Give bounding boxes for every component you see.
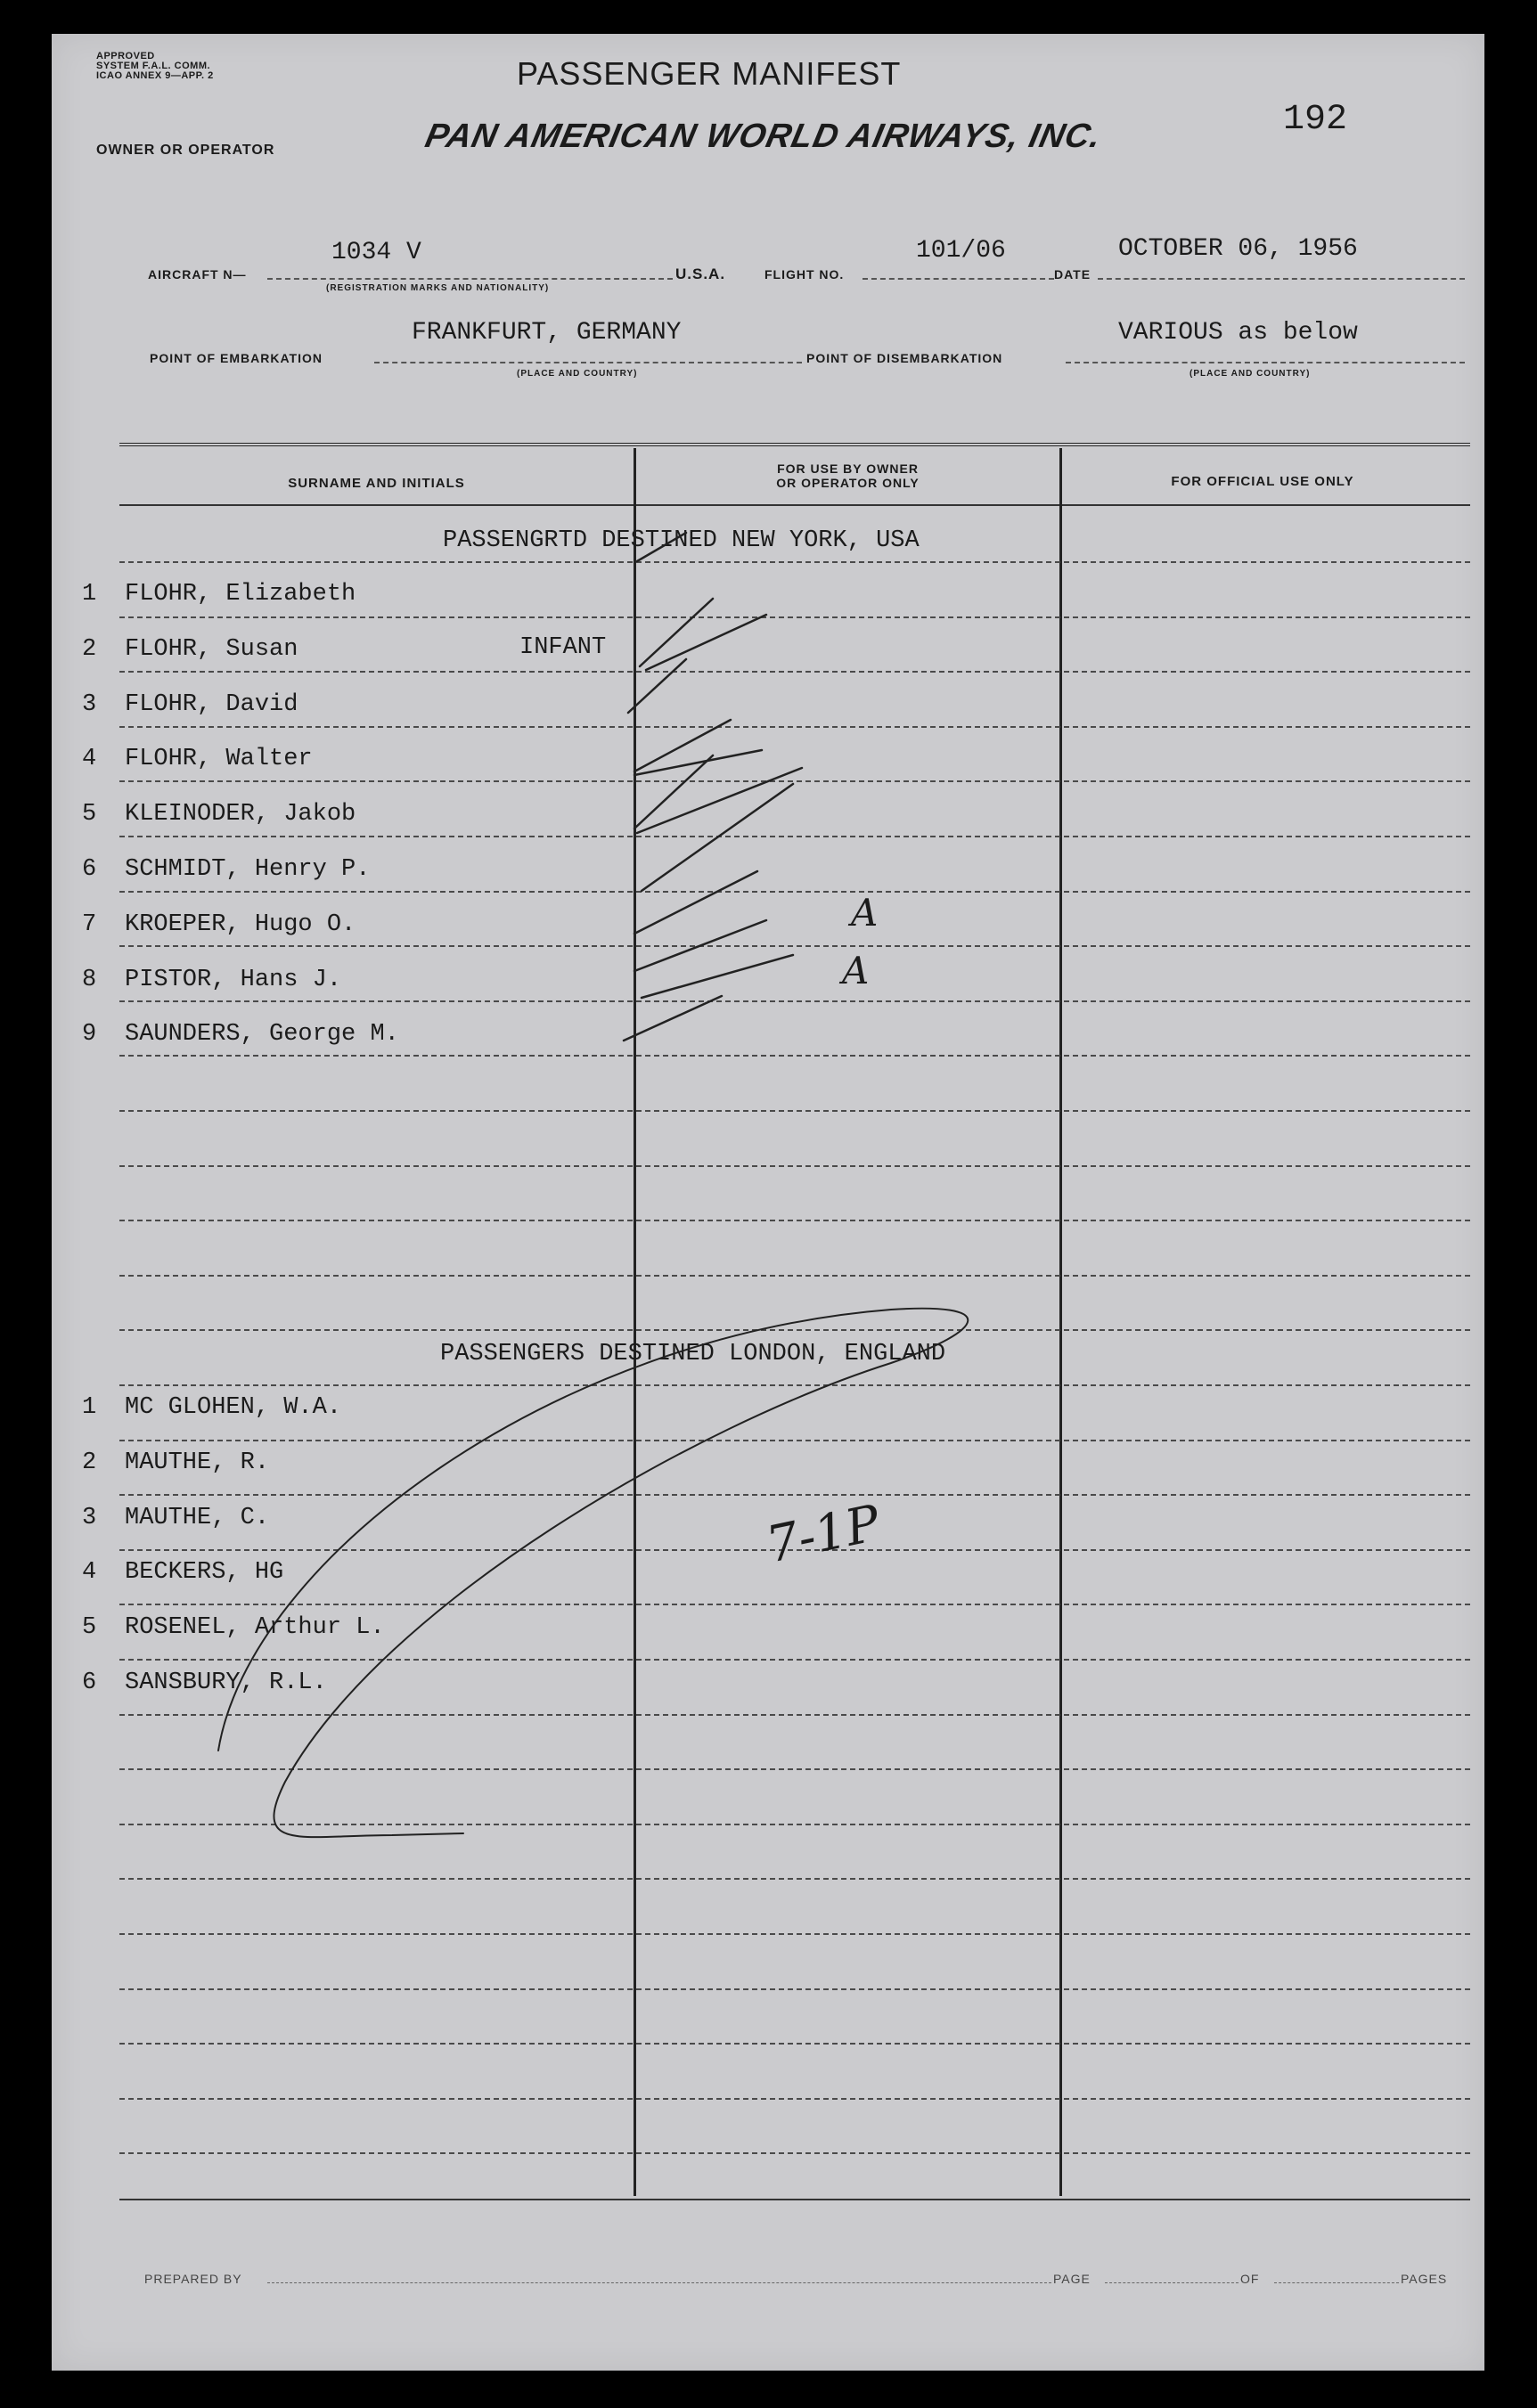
passenger-name: MAUTHE, R. (125, 1449, 270, 1476)
passenger-name: ROSENEL, Arthur L. (125, 1614, 385, 1641)
passenger-name: SAUNDERS, George M. (125, 1021, 399, 1048)
disembarkation-place-note: (PLACE AND COUNTRY) (1190, 369, 1311, 379)
flight-label: FLIGHT NO. (764, 267, 845, 282)
handwritten-london-note: 7-1P (761, 1494, 886, 1575)
passenger-name: PISTOR, Hans J. (125, 967, 342, 993)
passenger-number: 7 (82, 911, 97, 938)
column-header-owner-line-1: FOR USE BY OWNER (777, 461, 919, 476)
passenger-number: 1 (82, 1394, 97, 1421)
aircraft-value: 1034 V (331, 239, 421, 266)
passenger-number: 6 (82, 1669, 97, 1696)
footer-rule (119, 2199, 1470, 2200)
column-header-official: FOR OFFICIAL USE ONLY (1171, 474, 1354, 489)
column-header-surname: SURNAME AND INITIALS (288, 476, 465, 491)
disembarkation-value: VARIOUS as below (1118, 319, 1358, 347)
check-mark-2 (640, 599, 766, 670)
passenger-name: SCHMIDT, Henry P. (125, 856, 371, 883)
of-line (1274, 2282, 1399, 2283)
passenger-number: 3 (82, 1505, 97, 1531)
passenger-name: MAUTHE, C. (125, 1505, 270, 1531)
passenger-number: 8 (82, 967, 97, 993)
approved-line-2: SYSTEM F.A.L. COMM. (96, 61, 211, 71)
check-mark-9 (624, 996, 722, 1041)
passenger-name: FLOHR, Susan (125, 636, 298, 663)
passenger-number: 5 (82, 1614, 97, 1641)
owner-label: OWNER OR OPERATOR (96, 143, 275, 158)
registration-note: (REGISTRATION MARKS AND NATIONALITY) (326, 283, 550, 293)
check-mark-4 (634, 720, 762, 775)
pages-label: PAGES (1401, 2272, 1448, 2286)
check-mark-1 (637, 533, 686, 561)
passenger-number: 3 (82, 691, 97, 718)
handwritten-a-1: A (851, 891, 879, 935)
passenger-name: MC GLOHEN, W.A. (125, 1394, 342, 1421)
embarkation-label: POINT OF EMBARKATION (150, 351, 323, 365)
passenger-number: 5 (82, 801, 97, 828)
passenger-number: 9 (82, 1021, 97, 1048)
prepared-by-label: PREPARED BY (144, 2272, 242, 2286)
approved-line-3: ICAO ANNEX 9—APP. 2 (96, 70, 214, 81)
passenger-number: 1 (82, 581, 97, 608)
passenger-name: FLOHR, David (125, 691, 298, 718)
handwritten-a-2: A (842, 949, 870, 992)
passenger-number: 2 (82, 1449, 97, 1476)
disembarkation-label: POINT OF DISEMBARKATION (806, 351, 1003, 365)
operator-name: PAN AMERICAN WORLD AIRWAYS, INC. (421, 118, 1106, 155)
page-label: PAGE (1053, 2272, 1091, 2286)
page-line (1105, 2282, 1239, 2283)
date-label: DATE (1054, 267, 1091, 282)
passenger-name: FLOHR, Walter (125, 746, 313, 772)
passenger-name: KROEPER, Hugo O. (125, 911, 356, 938)
approved-line-1: APPROVED (96, 51, 155, 61)
passenger-number: 4 (82, 1559, 97, 1586)
flight-value: 101/06 (916, 237, 1006, 265)
passenger-number: 6 (82, 856, 97, 883)
passenger-number: 2 (82, 636, 97, 663)
usa-label: U.S.A. (675, 265, 726, 282)
section-title-london: PASSENGERS DESTINED LONDON, ENGLAND (440, 1341, 946, 1367)
passenger-name: SANSBURY, R.L. (125, 1669, 327, 1696)
passenger-name: KLEINODER, Jakob (125, 801, 356, 828)
section-title-new-york: PASSENGRTD DESTINED NEW YORK, USA (443, 527, 920, 554)
aircraft-label: AIRCRAFT N— (148, 267, 247, 282)
large-scrawl (218, 1309, 968, 1838)
infant-note: INFANT (519, 634, 607, 661)
embarkation-place-note: (PLACE AND COUNTRY) (517, 369, 638, 379)
prepared-by-line (267, 2282, 1051, 2283)
passenger-name: BECKERS, HG (125, 1559, 284, 1586)
passenger-name: FLOHR, Elizabeth (125, 581, 356, 608)
check-mark-7 (634, 871, 757, 934)
check-mark-8 (634, 920, 793, 998)
check-mark-3 (628, 659, 686, 713)
column-header-owner-line-2: OR OPERATOR ONLY (776, 476, 920, 490)
page-number: 192 (1283, 100, 1348, 140)
passenger-number: 4 (82, 746, 97, 772)
of-label: OF (1240, 2272, 1260, 2286)
embarkation-value: FRANKFURT, GERMANY (412, 319, 682, 347)
page-title: PASSENGER MANIFEST (517, 55, 902, 92)
date-value: OCTOBER 06, 1956 (1118, 235, 1358, 263)
